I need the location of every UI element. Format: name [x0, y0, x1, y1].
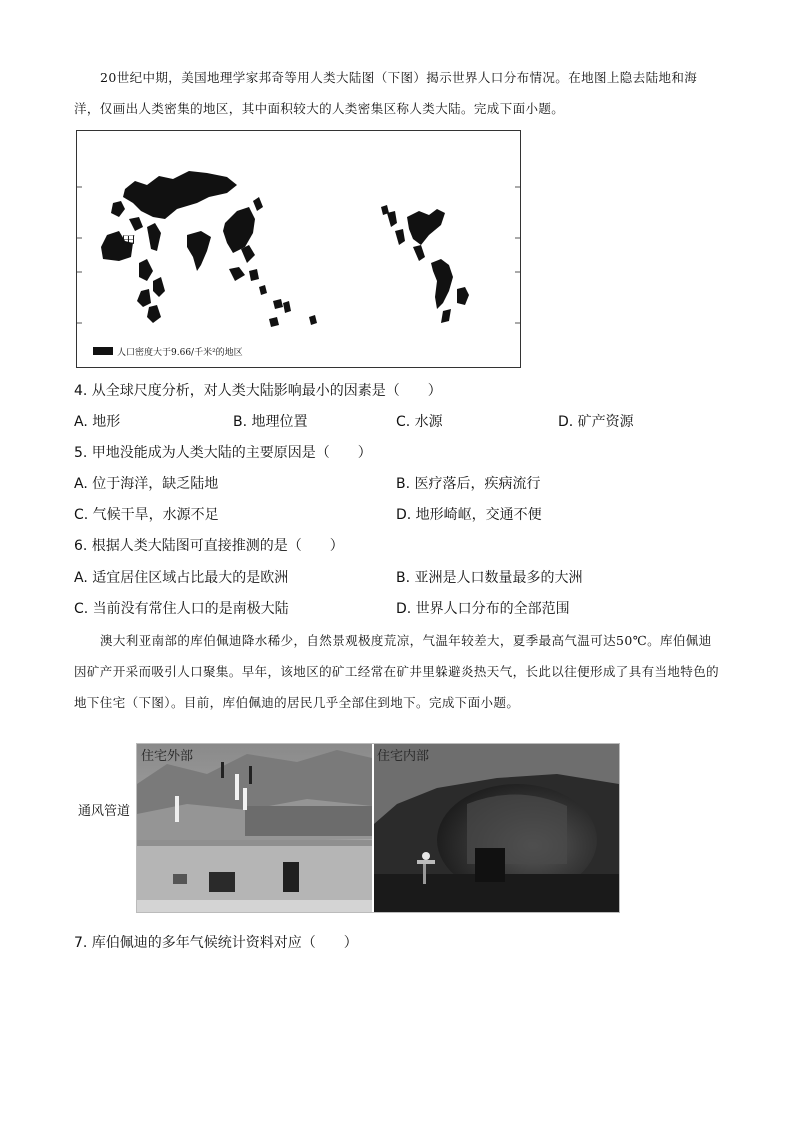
q5-option-c[interactable]: C. 气候干旱，水源不足: [74, 507, 219, 523]
underground-house-photos: [136, 743, 620, 913]
q6-option-d[interactable]: D. 世界人口分布的全部范围: [396, 601, 570, 617]
q4-option-a[interactable]: A. 地形: [74, 414, 121, 430]
q5-option-d[interactable]: D. 地形崎岖，交通不便: [396, 507, 542, 523]
photos-graphic: [137, 744, 619, 912]
vent-pipe-label: 通风管道: [78, 804, 131, 819]
q4-option-b[interactable]: B. 地理位置: [233, 414, 308, 430]
map-legend-text: 人口密度大于9.66/千米²的地区: [117, 348, 243, 358]
q6-option-b[interactable]: B. 亚洲是人口数量最多的大洲: [396, 570, 583, 586]
map-graphic: [77, 131, 520, 367]
legend-swatch: [93, 347, 113, 355]
house-exterior-photo: [137, 744, 372, 912]
passage-1: [74, 62, 722, 124]
q6-option-c[interactable]: C. 当前没有常住人口的是南极大陆: [74, 601, 289, 617]
human-continent-map: [76, 130, 521, 368]
passage-1-text: 20世纪中期，美国地理学家邦奇等用人类大陆图（下图）揭示世界人口分布情况。在地图上隐去陆地和海洋，仅画出人类密集的地区，其中面积较大的人类密集区称人类大陆。完成下面小题。: [74, 70, 698, 116]
q4-option-d[interactable]: D. 矿产资源: [558, 414, 634, 430]
q5-option-a[interactable]: A. 位于海洋，缺乏陆地: [74, 476, 219, 492]
q5-option-b[interactable]: B. 医疗落后，疾病流行: [396, 476, 541, 492]
question-7-stem: 7. 库伯佩迪的多年气候统计资料对应（ ）: [74, 935, 358, 951]
dense-population-regions: [101, 171, 469, 327]
exterior-caption: 住宅外部: [141, 749, 194, 764]
passage-2: [74, 625, 722, 718]
question-4-stem: 4. 从全球尺度分析，对人类大陆影响最小的因素是（ ）: [74, 383, 442, 399]
q4-option-c[interactable]: C. 水源: [396, 414, 443, 430]
question-5-stem: 5. 甲地没能成为人类大陆的主要原因是（ ）: [74, 445, 372, 461]
passage-2-text: 澳大利亚南部的库伯佩迪降水稀少，自然景观极度荒凉，气温年较差大，夏季最高气温可达50℃。库伯佩迪因矿产开采而吸引人口聚集。早年，该地区的矿工经常在矿井里躲避炎热天气，长此以往便形成了具有当地特色的地下住宅（下图）。目前，库伯佩迪的居民几乎全部住到地下。完成下面小题。: [74, 633, 720, 710]
house-interior-photo: [374, 744, 619, 912]
interior-caption: 住宅内部: [377, 749, 430, 764]
q6-option-a[interactable]: A. 适宜居住区域占比最大的是欧洲: [74, 570, 289, 586]
question-6-stem: 6. 根据人类大陆图可直接推测的是（ ）: [74, 538, 344, 554]
map-label-jia: 甲: [121, 233, 137, 251]
